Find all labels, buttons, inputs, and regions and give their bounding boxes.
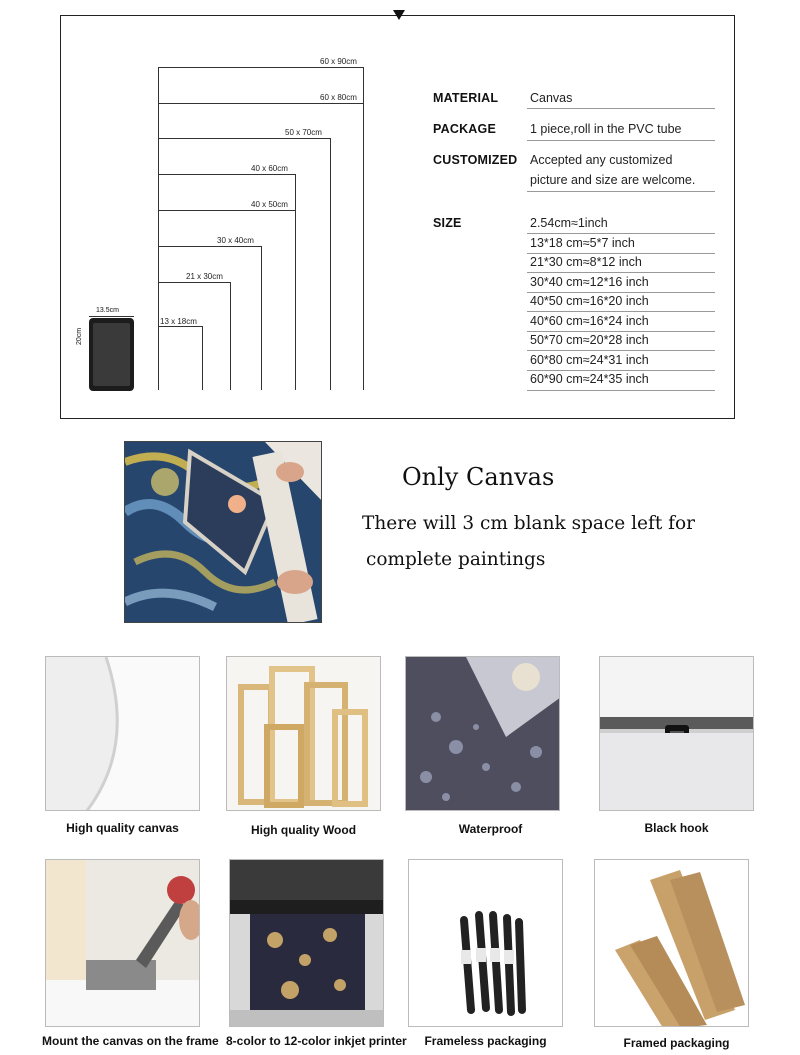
size-row: 30*40 cm≈12*16 inch — [530, 275, 649, 289]
size-rect-label: 40 x 60cm — [251, 164, 288, 173]
divider — [527, 350, 715, 351]
customized-value-line1: Accepted any customized — [530, 153, 673, 167]
feature-label: High quality canvas — [66, 821, 179, 835]
material-key: MATERIAL — [433, 91, 499, 105]
blank-space-note-line1: There will 3 cm blank space left for — [362, 513, 695, 534]
divider — [527, 233, 715, 234]
size-row: 50*70 cm≈20*28 inch — [530, 333, 649, 347]
divider — [527, 272, 715, 273]
divider — [527, 253, 715, 254]
divider — [527, 140, 715, 141]
customized-value-line2: picture and size are welcome. — [530, 173, 696, 187]
size-rect-label: 60 x 90cm — [320, 57, 357, 66]
size-rect-13x18 — [158, 326, 203, 390]
tablet-width-line — [89, 316, 134, 317]
size-row: 60*90 cm≈24*35 inch — [530, 372, 649, 386]
feature-image-wood — [226, 656, 381, 811]
feature-image-frameless — [408, 859, 563, 1027]
divider — [527, 191, 715, 192]
only-canvas-title: Only Canvas — [402, 463, 555, 491]
customized-key: CUSTOMIZED — [433, 153, 518, 167]
size-row: 40*60 cm≈16*24 inch — [530, 314, 649, 328]
blank-space-note-line2: complete paintings — [366, 549, 546, 570]
feature-image-canvas — [45, 656, 200, 811]
size-rect-label: 30 x 40cm — [217, 236, 254, 245]
tablet-screen — [93, 323, 130, 386]
rolled-canvas-photo — [124, 441, 322, 623]
feature-image-framed — [594, 859, 749, 1027]
size-row: 13*18 cm≈5*7 inch — [530, 236, 635, 250]
feature-label: Mount the canvas on the frame — [42, 1034, 219, 1048]
tablet-height-label: 20cm — [76, 327, 83, 345]
triangle-marker-icon — [393, 10, 405, 20]
divider — [527, 311, 715, 312]
feature-label: High quality Wood — [250, 823, 357, 837]
feature-label: Waterproof — [458, 822, 523, 836]
size-rect-label: 60 x 80cm — [320, 93, 357, 102]
feature-image-hook — [599, 656, 754, 811]
size-row: 40*50 cm≈16*20 inch — [530, 294, 649, 308]
size-rect-label: 40 x 50cm — [251, 200, 288, 209]
package-key: PACKAGE — [433, 122, 496, 136]
divider — [527, 108, 715, 109]
divider — [527, 390, 715, 391]
feature-label: Frameless packaging — [424, 1034, 547, 1048]
feature-label: 8-color to 12-color inkjet printer — [226, 1034, 407, 1048]
feature-image-printer — [229, 859, 384, 1027]
package-value: 1 piece,roll in the PVC tube — [530, 122, 682, 136]
divider — [527, 370, 715, 371]
feature-image-waterproof — [405, 656, 560, 811]
tablet-width-label: 13.5cm — [96, 307, 119, 314]
size-rect-label: 50 x 70cm — [285, 128, 322, 137]
size-key: SIZE — [433, 216, 462, 230]
size-row: 2.54cm≈1inch — [530, 216, 608, 230]
size-row: 21*30 cm≈8*12 inch — [530, 255, 642, 269]
divider — [527, 331, 715, 332]
size-row: 60*80 cm≈24*31 inch — [530, 353, 649, 367]
material-value: Canvas — [530, 91, 573, 105]
feature-image-mounting — [45, 859, 200, 1027]
divider — [527, 292, 715, 293]
feature-label: Black hook — [644, 821, 709, 835]
size-rect-label: 13 x 18cm — [160, 317, 197, 326]
size-rect-label: 21 x 30cm — [186, 272, 223, 281]
feature-label: Framed packaging — [623, 1036, 730, 1050]
